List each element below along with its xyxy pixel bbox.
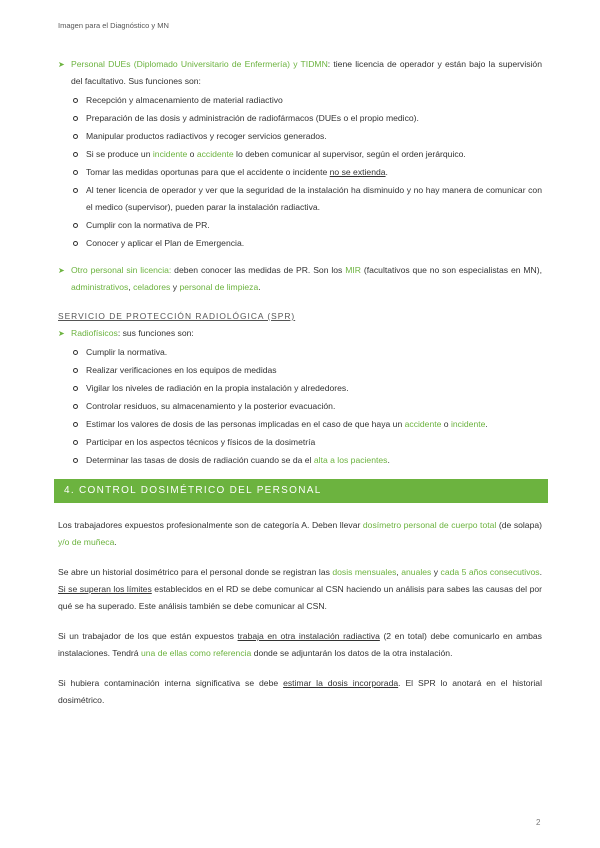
text: o	[187, 149, 197, 159]
text: Si un trabajador de los que están expuestos	[58, 631, 238, 641]
running-header: Imagen para el Diagnóstico y MN	[58, 21, 169, 30]
text: (2 en total) debe comunicarlo en ambas instalaciones. Tendrá	[58, 631, 542, 658]
list-item: Al tener licencia de operador y ver que la seguridad de la instalación ha disminuido y no hay manera de comunicar con el medico (supervisor), pueden parar la instalación radiactiva.	[58, 182, 542, 216]
radiofisicos-heading: Radiofísicos	[71, 328, 118, 338]
text: Si se produce un	[86, 149, 153, 159]
paragraph	[58, 517, 542, 551]
paragraph	[58, 628, 542, 662]
underlined-phrase: trabaja en otra instalación radiactiva	[237, 631, 380, 641]
list-item	[58, 416, 542, 433]
list-item	[58, 452, 542, 469]
bullet-radiofisicos	[58, 325, 542, 342]
term-dosimetro: dosímetro personal de cuerpo total	[362, 520, 497, 530]
list-item	[58, 146, 542, 163]
dues-functions-list	[58, 92, 542, 252]
document-body	[58, 56, 542, 722]
term-mensuales: dosis mensuales	[332, 567, 397, 577]
underlined-phrase: Si se superan los límites	[58, 584, 152, 594]
text: donde se adjuntarán los datos de la otra instalación.	[251, 648, 453, 658]
text: .	[387, 455, 390, 465]
spr-section-title: SERVICIO DE PROTECCIÓN RADIOLÓGICA (SPR)	[58, 311, 296, 321]
text: : sus funciones son:	[117, 328, 194, 338]
term-celadores: celadores	[133, 282, 171, 292]
bullet-dues	[58, 56, 542, 90]
term-cinco-anos: cada 5 años consecutivos	[440, 567, 540, 577]
underlined-phrase: estimar la dosis incorporada	[283, 678, 399, 688]
text: .	[539, 567, 542, 577]
text: Tomar las medidas oportunas para que el accidente o incidente	[86, 167, 330, 177]
radiofisicos-functions-list	[58, 344, 542, 469]
page-number: 2	[536, 818, 541, 827]
text: y	[431, 567, 441, 577]
list-item: Vigilar los niveles de radiación en la propia instalación y alrededores.	[58, 380, 542, 397]
list-item: Cumplir con la normativa de PR.	[58, 217, 542, 234]
text: Si hubiera contaminación interna significativa se debe	[58, 678, 284, 688]
list-item: Participar en los aspectos técnicos y físicos de la dosimetría	[58, 434, 542, 451]
text: Los trabajadores expuestos profesionalmente son de categoría A. Deben llevar	[58, 520, 363, 530]
list-item: Controlar residuos, su almacenamiento y la posterior evacuación.	[58, 398, 542, 415]
text: ,	[396, 567, 402, 577]
text: y	[170, 282, 180, 292]
dues-intro: : tiene licencia de operador y están bajo la supervisión del facultativo. Sus funciones son:	[71, 59, 542, 86]
term-anuales: anuales	[401, 567, 432, 577]
term-mir: MIR	[345, 265, 361, 275]
radiofisicos-block	[58, 325, 542, 469]
text: .	[385, 167, 388, 177]
text: . El SPR lo anotará en el historial dosimétrico.	[58, 678, 542, 705]
text: Se abre un historial dosimétrico para el personal donde se registran las	[58, 567, 333, 577]
list-item: Recepción y almacenamiento de material radiactivo	[58, 92, 542, 109]
text: Estimar los valores de dosis de las personas implicadas en el caso de que haya un	[86, 419, 405, 429]
text: ,	[128, 282, 134, 292]
text: .	[258, 282, 261, 292]
term-administrativos: administrativos	[71, 282, 129, 292]
term-referencia: una de ellas como referencia	[140, 648, 252, 658]
term-alta-pacientes: alta a los pacientes	[313, 455, 388, 465]
list-item: Manipular productos radiactivos y recoger servicios generados.	[58, 128, 542, 145]
list-item: Preparación de las dosis y administración de radiofármacos (DUEs o el propio medico).	[58, 110, 542, 127]
section-heading-band: 4. CONTROL DOSIMÉTRICO DEL PERSONAL	[54, 479, 548, 503]
paragraph	[58, 675, 542, 709]
term-incidente: incidente	[450, 419, 486, 429]
text: o	[441, 419, 451, 429]
other-heading: Otro personal sin licencia:	[71, 265, 172, 275]
text: (facultativos que no son especialistas en MN),	[360, 265, 542, 275]
list-item: Conocer y aplicar el Plan de Emergencia.	[58, 235, 542, 252]
text: establecidos en el RD se debe comunicar al CSN haciendo un análisis para sabes las causas del por qué se ha superado. Este análisis también se debe comunicar al CSN.	[58, 584, 542, 611]
text: (de solapa)	[496, 520, 542, 530]
list-item	[58, 164, 542, 181]
text: .	[114, 537, 117, 547]
list-item: Realizar verificaciones en los equipos de medidas	[58, 362, 542, 379]
text: deben conocer las medidas de PR. Son los	[171, 265, 346, 275]
paragraph	[58, 564, 542, 615]
staff-block-dues	[58, 56, 542, 252]
text: Determinar las tasas de dosis de radiación cuando se da el	[86, 455, 314, 465]
term-limpieza: personal de limpieza	[179, 282, 259, 292]
text: lo deben comunicar al supervisor, según el orden jerárquico.	[233, 149, 466, 159]
bullet-other-staff	[58, 262, 542, 296]
text: .	[485, 419, 488, 429]
underlined-phrase: no se extienda	[329, 167, 386, 177]
staff-block-other	[58, 262, 542, 296]
term-incidente: incidente	[152, 149, 188, 159]
dues-heading: Personal DUEs (Diplomado Universitario de Enfermería) y TIDMN	[71, 59, 328, 69]
list-item: Cumplir la normativa.	[58, 344, 542, 361]
term-accidente: accidente	[404, 419, 442, 429]
term-muneca: y/o de muñeca	[58, 537, 115, 547]
term-accidente: accidente	[196, 149, 234, 159]
